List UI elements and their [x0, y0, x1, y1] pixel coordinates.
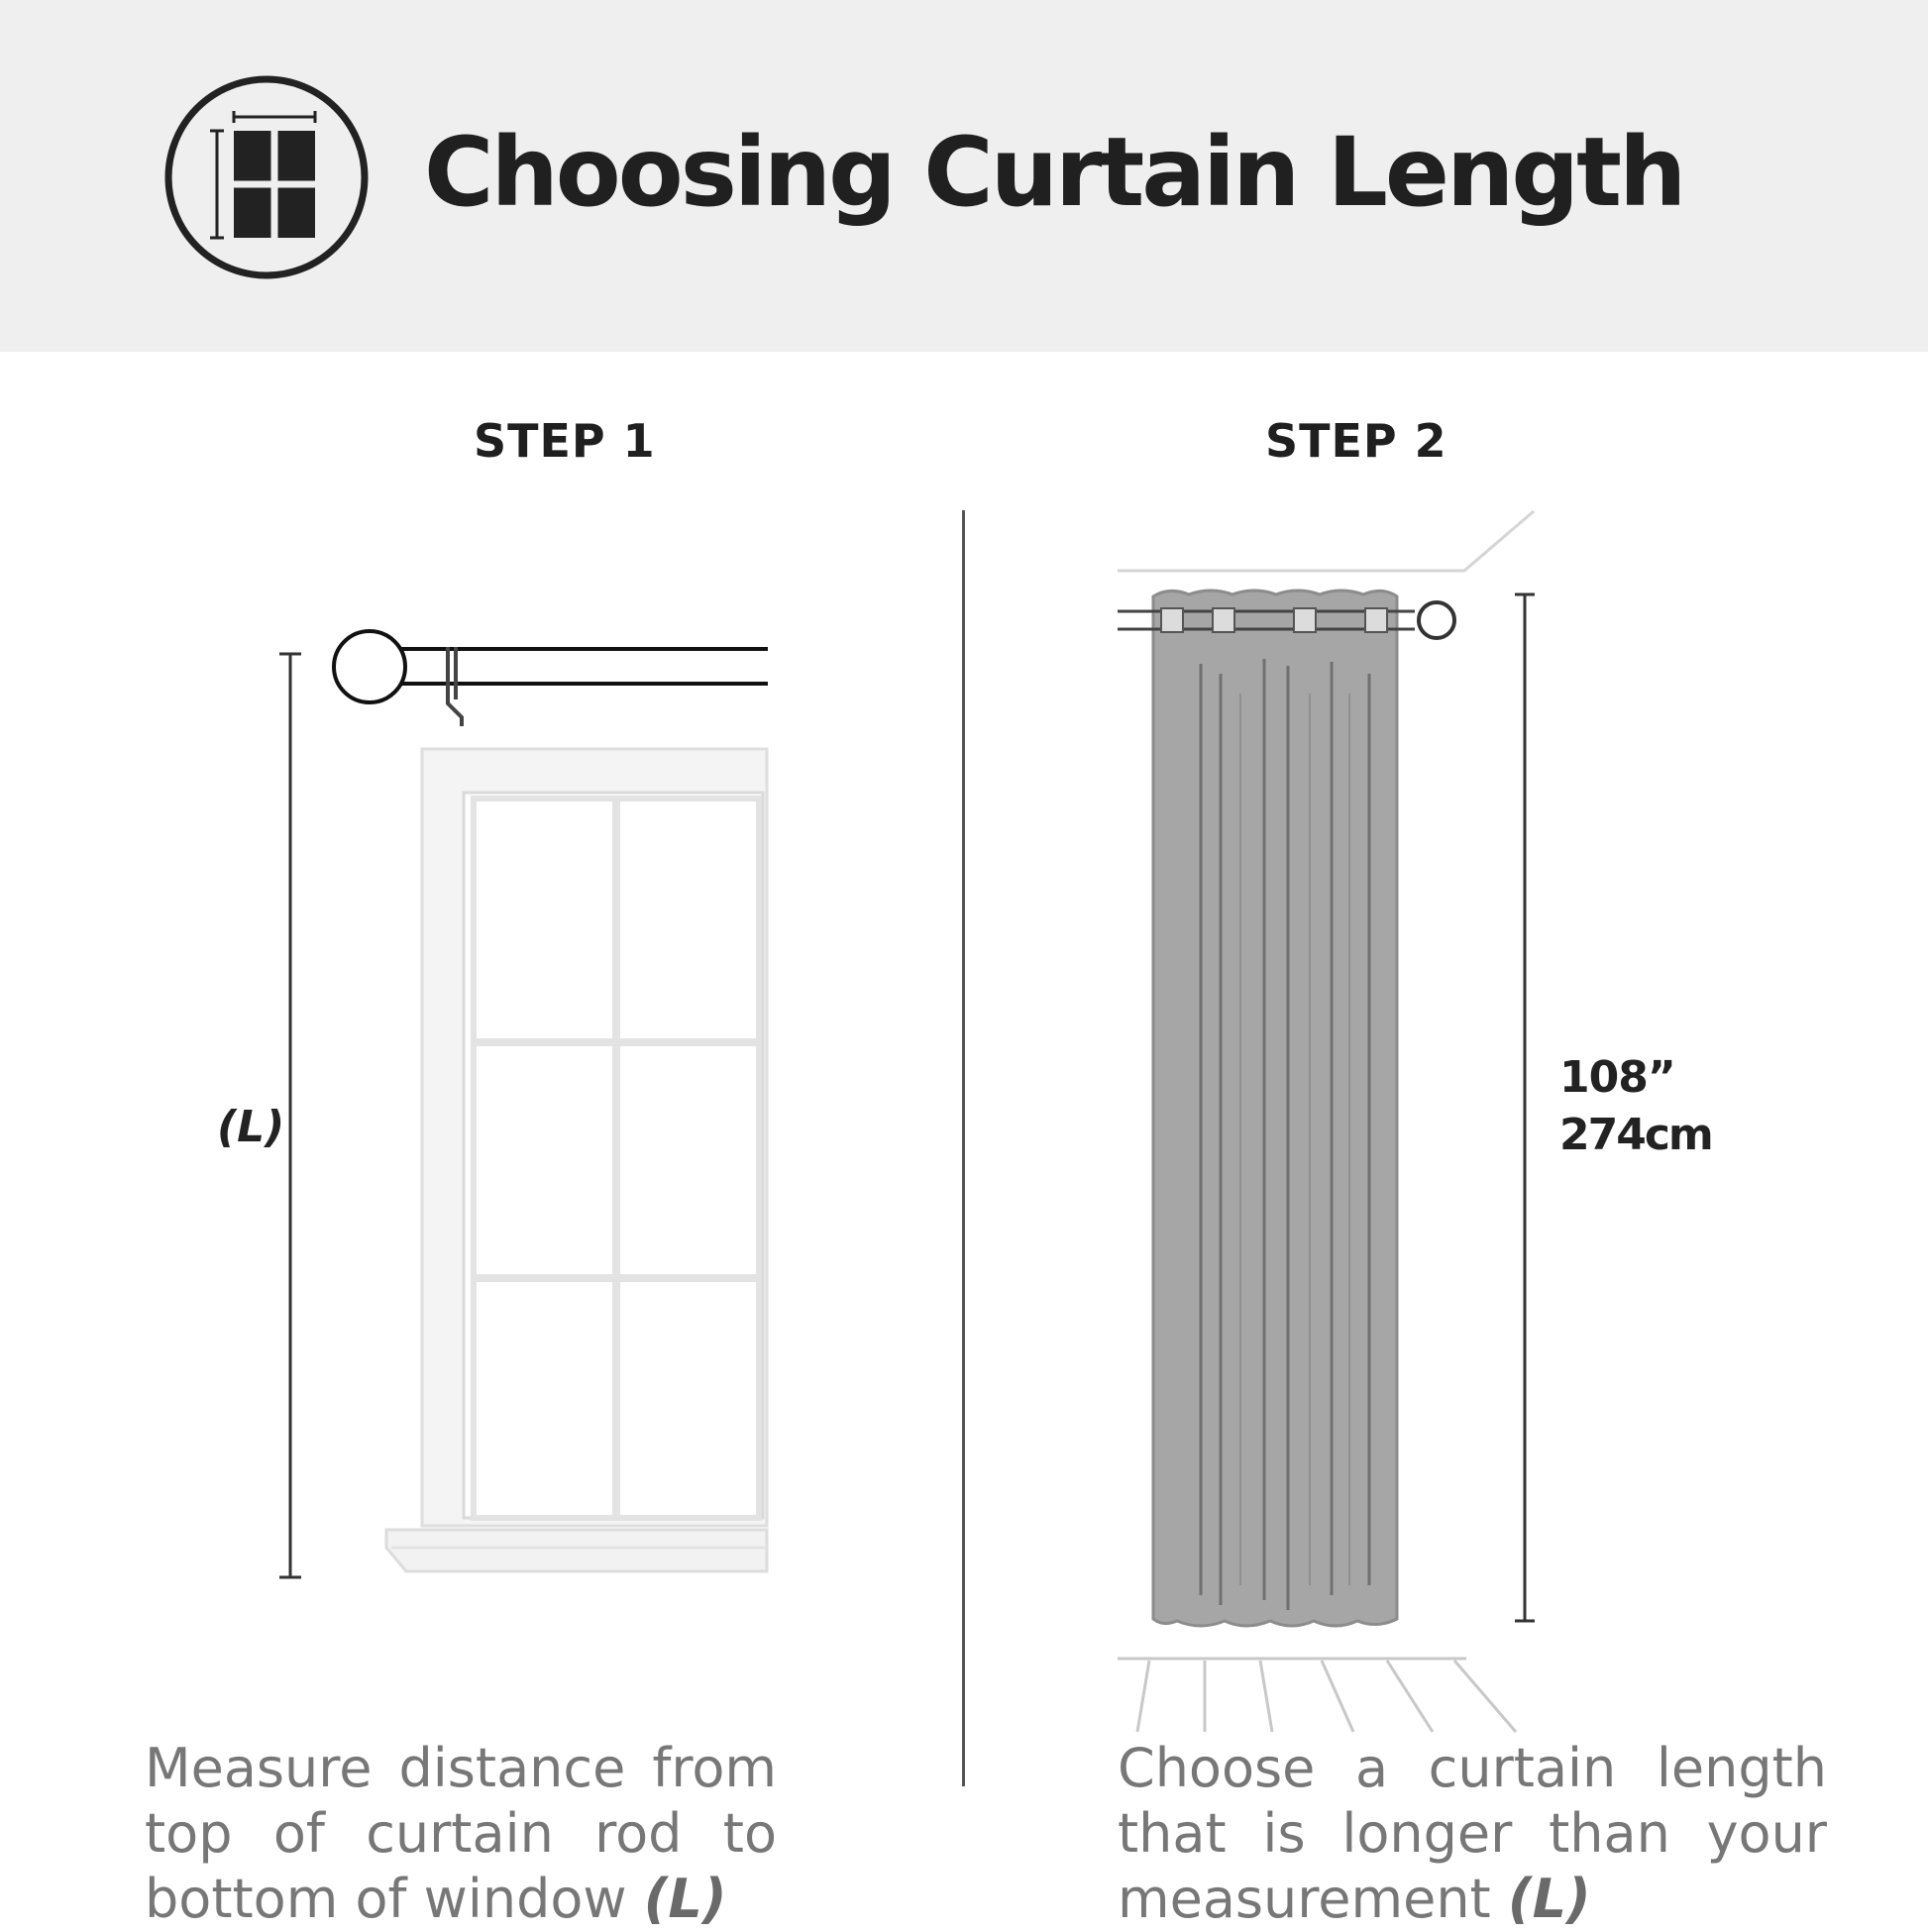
step-1-emphasis: (L) [643, 1868, 727, 1930]
window-illustration [386, 749, 767, 1571]
length-inches-label: 108” [1559, 1052, 1675, 1103]
page-title: Choosing Curtain Length [424, 117, 1684, 228]
step-1-description-line: top of curtain rod to [145, 1802, 777, 1865]
curtain-rod [334, 631, 768, 726]
length-cm-label: 274cm [1559, 1110, 1712, 1160]
step-1-description-line [145, 1867, 777, 1932]
step-2-label: STEP 2 [1265, 414, 1447, 468]
step-2-description-line: Choose a curtain length [1118, 1737, 1827, 1799]
step-1-label: STEP 1 [474, 414, 656, 468]
step-2-description-line: that is longer than your [1118, 1802, 1827, 1865]
measurement-label-L: (L) [217, 1102, 285, 1152]
step-2-description [1118, 1736, 1827, 1932]
floor-lines [1118, 1659, 1516, 1732]
ceiling-line [1118, 511, 1534, 571]
step-1-description-text: bottom of window [145, 1868, 627, 1930]
step-1-description [145, 1736, 777, 1932]
measurement-line-108 [1515, 594, 1535, 1621]
step-2-description-text: measurement [1118, 1868, 1491, 1930]
step-2-description-line [1118, 1867, 1827, 1932]
curtain-panel [1153, 590, 1397, 1626]
step-1-description-line: Measure distance from [145, 1737, 777, 1799]
step-2-emphasis: (L) [1507, 1868, 1591, 1930]
